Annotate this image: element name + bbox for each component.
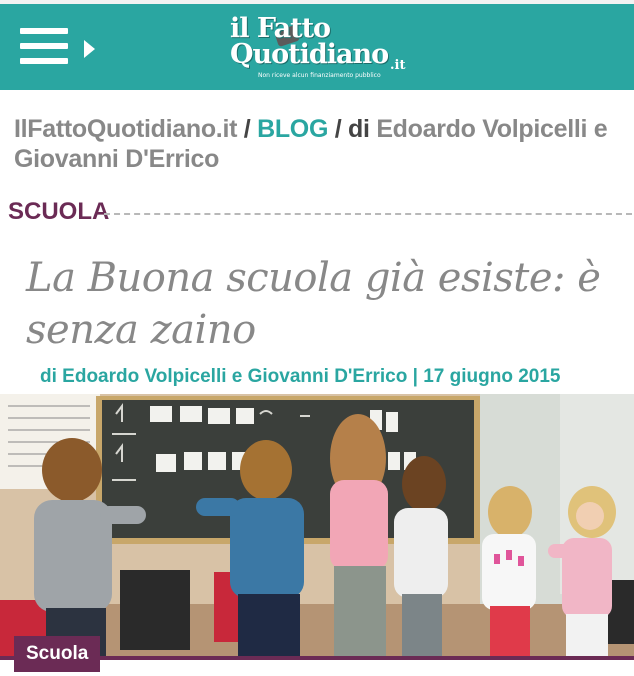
logo-tagline: Non riceve alcun finanziamento pubblico [258,72,381,79]
article-photo [0,394,634,656]
breadcrumb-blog-link[interactable]: BLOG [257,115,329,143]
breadcrumb-site-link[interactable]: IlFattoQuotidiano.it [14,115,238,143]
breadcrumb-separator: / [237,115,258,143]
article-byline[interactable]: di Edoardo Volpicelli e Giovanni D'Errico | 17 giugno 2015 [40,366,561,387]
breadcrumb-di: di [348,115,377,143]
breadcrumb [14,114,624,174]
hamburger-icon[interactable] [20,28,70,68]
category-tag[interactable]: Scuola [14,636,100,672]
chevron-right-icon[interactable] [84,40,95,58]
section-label-link[interactable]: SCUOLA [8,198,110,225]
section-divider [104,213,632,215]
site-logo[interactable] [230,14,420,86]
section-header [8,198,632,228]
logo-line2: Quotidiano [230,39,389,70]
site-header [0,4,634,90]
breadcrumb-authors-link[interactable]: Edoardo Volpicelli e Giovanni D'Errico [14,115,608,173]
logo-line1: il Fatto [230,13,331,44]
article-title: La Buona scuola già esiste: è senza zaino [26,255,601,353]
breadcrumb-separator: / [328,115,349,143]
logo-domain: .it [390,58,406,73]
